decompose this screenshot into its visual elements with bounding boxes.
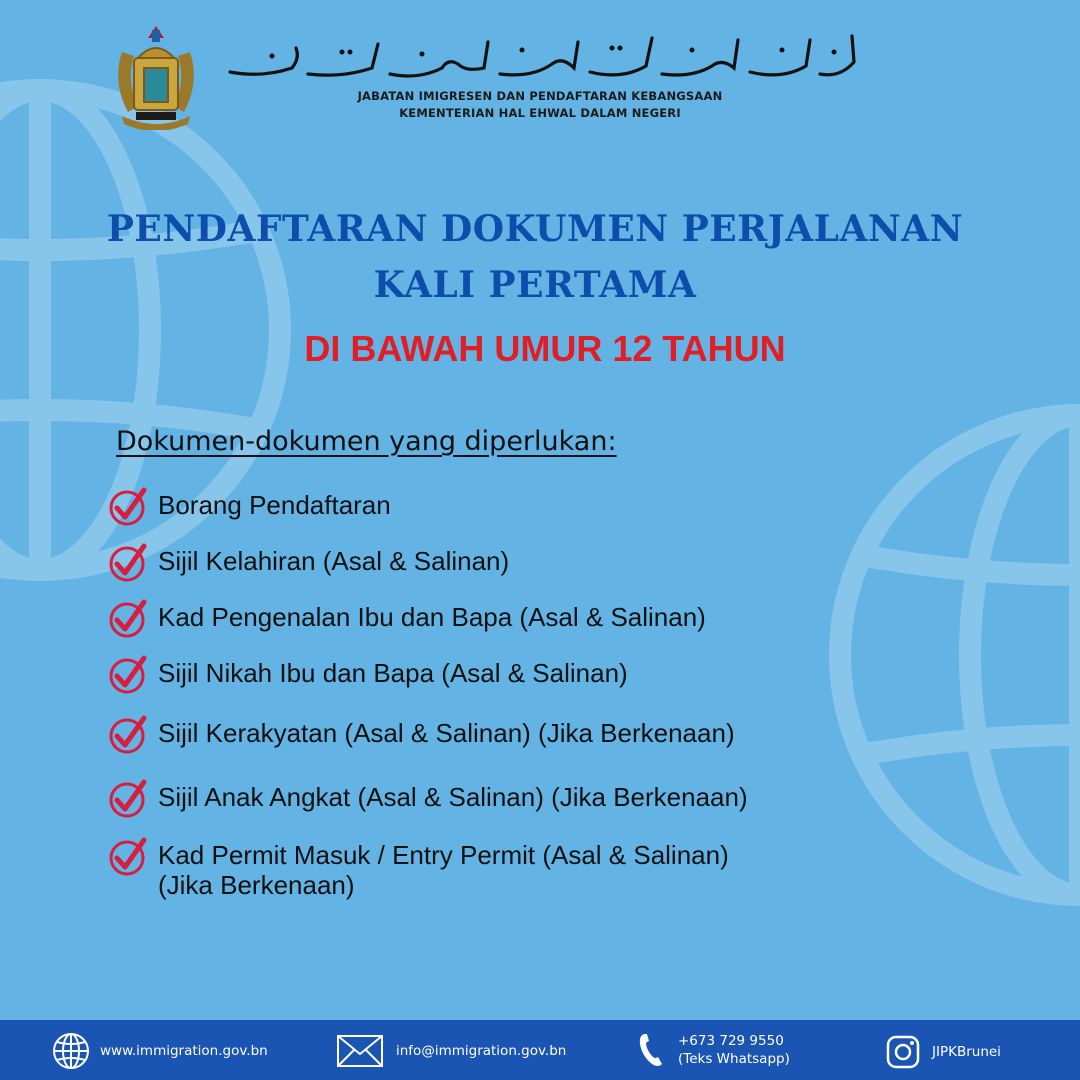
footer-bar — [0, 1020, 1080, 1080]
document-item-label: Sijil Kelahiran (Asal & Salinan) — [158, 546, 510, 576]
document-item-label: Sijil Kerakyatan (Asal & Salinan) (Jika Berkenaan) — [158, 718, 735, 748]
phone-text — [678, 1032, 790, 1068]
list-item — [106, 782, 748, 820]
footer-instagram[interactable] — [886, 1035, 1001, 1069]
agency-name: JABATAN IMIGRESEN DAN PENDAFTARAN KEBANGSAAN — [357, 89, 723, 103]
email-link[interactable]: info@immigration.gov.bn — [396, 1043, 567, 1059]
page-title-line1: PENDAFTARAN DOKUMEN PERJALANAN — [106, 208, 964, 250]
list-item — [106, 718, 735, 756]
document-item-label: Borang Pendaftaran — [158, 490, 391, 520]
check-circle-icon — [106, 834, 150, 878]
instagram-icon — [886, 1035, 920, 1069]
brunei-crest-emblem-icon — [108, 22, 204, 130]
check-circle-icon — [106, 484, 150, 528]
footer-website[interactable] — [52, 1032, 268, 1070]
check-circle-icon — [106, 652, 150, 696]
document-item-line1: Kad Permit Masuk / Entry Permit (Asal & Salinan) — [158, 840, 729, 870]
footer-phone[interactable] — [638, 1032, 790, 1068]
ministry-name: KEMENTERIAN HAL EHWAL DALAM NEGERI — [399, 106, 681, 120]
website-link[interactable]: www.immigration.gov.bn — [100, 1043, 268, 1059]
phone-note: (Teks Whatsapp) — [678, 1051, 790, 1067]
background-globe-right — [820, 395, 1080, 915]
phone-number[interactable]: +673 729 9550 — [678, 1033, 784, 1049]
list-item — [106, 490, 391, 528]
document-item-label: Kad Pengenalan Ibu dan Bapa (Asal & Salinan) — [158, 602, 706, 632]
check-circle-icon — [106, 776, 150, 820]
phone-icon — [638, 1032, 664, 1068]
list-item — [106, 658, 628, 696]
jawi-agency-title — [222, 28, 862, 86]
check-circle-icon — [106, 712, 150, 756]
envelope-icon — [336, 1034, 384, 1068]
document-item-label: Sijil Nikah Ibu dan Bapa (Asal & Salinan) — [158, 658, 628, 688]
instagram-handle[interactable]: JIPKBrunei — [932, 1044, 1001, 1060]
globe-icon — [52, 1032, 90, 1070]
documents-heading: Dokumen-dokumen yang diperlukan: — [116, 426, 617, 457]
document-item-label: Sijil Anak Angkat (Asal & Salinan) (Jika Berkenaan) — [158, 782, 748, 812]
check-circle-icon — [106, 596, 150, 640]
list-item — [106, 840, 729, 900]
list-item — [106, 546, 509, 584]
list-item — [106, 602, 706, 640]
document-item-label — [158, 840, 729, 900]
document-item-line2: (Jika Berkenaan) — [158, 870, 355, 900]
check-circle-icon — [106, 540, 150, 584]
page-title-line2: KALI PERTAMA — [373, 264, 697, 306]
footer-email[interactable] — [336, 1034, 566, 1068]
age-subtitle: DI BAWAH UMUR 12 TAHUN — [304, 328, 786, 369]
